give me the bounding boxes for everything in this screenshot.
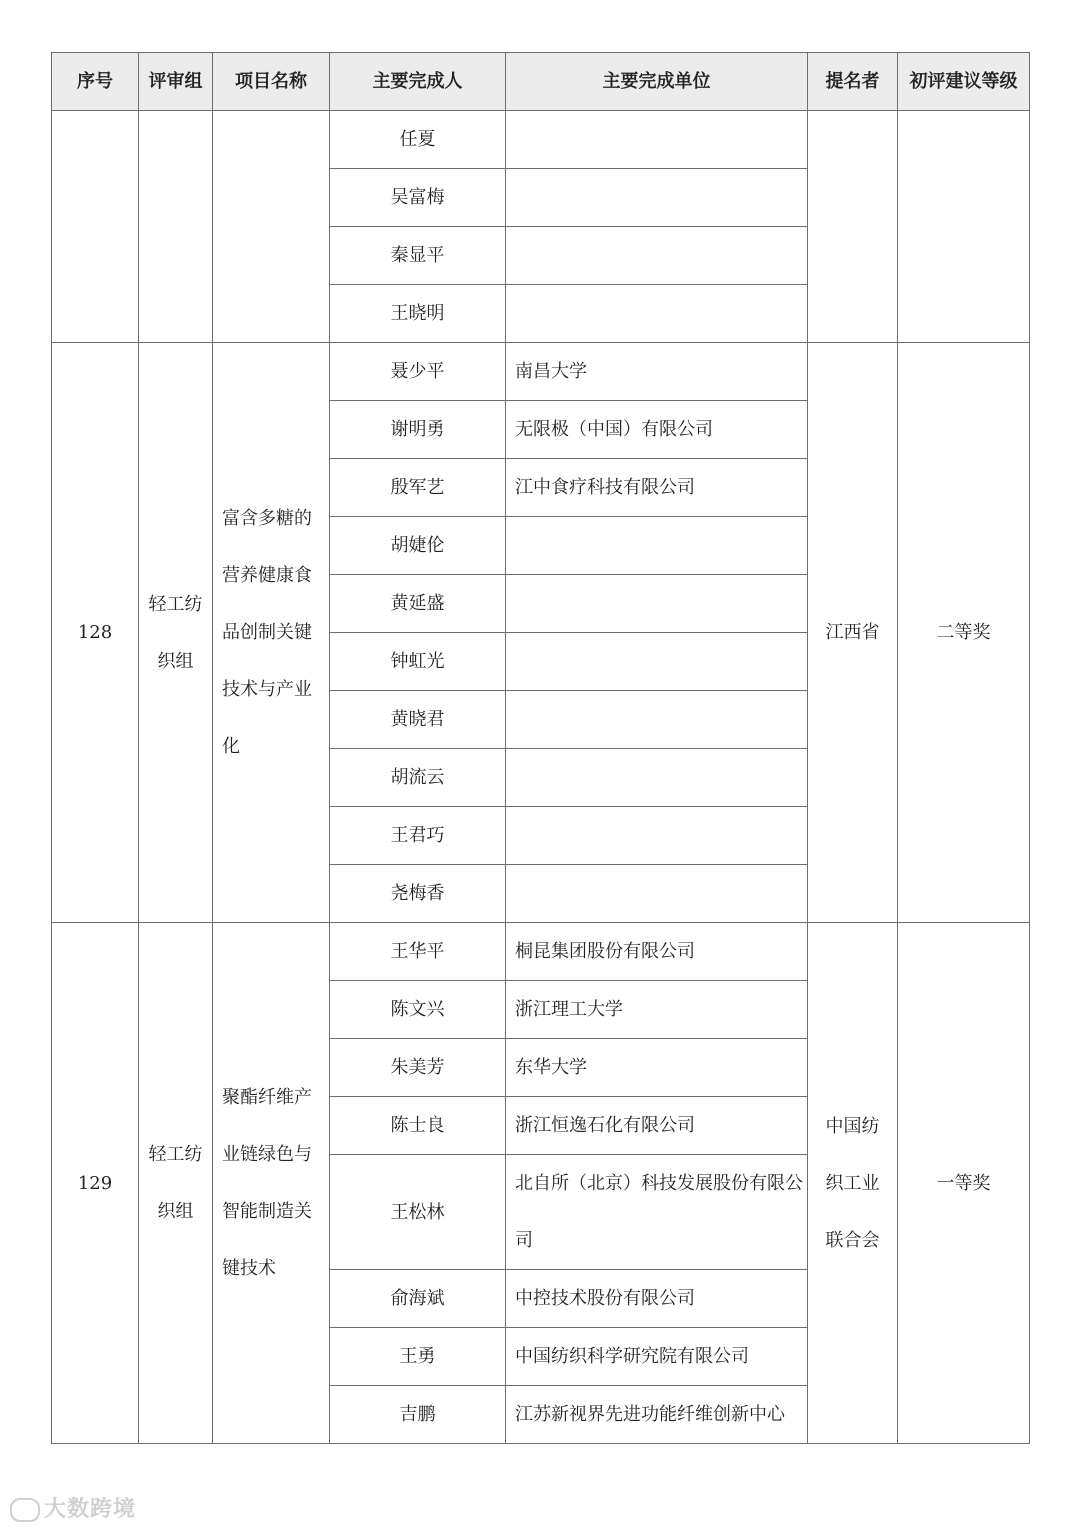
- project-line: 技术与产业: [222, 679, 312, 700]
- nominator-line: 中国纺: [825, 1115, 880, 1137]
- header-group: 评审组: [139, 53, 213, 111]
- seq-cell: 128: [52, 343, 139, 923]
- person-name: 聂少平: [330, 343, 506, 401]
- header-row: [52, 53, 1030, 111]
- person-org: [506, 807, 808, 865]
- person-name: 王晓明: [330, 285, 506, 343]
- chat-bubble-logo-icon: [10, 1498, 40, 1522]
- person-name: 胡流云: [330, 749, 506, 807]
- person-org: 中国纺织科学研究院有限公司: [506, 1328, 808, 1386]
- project-cell: [213, 923, 330, 1444]
- person-org: [506, 865, 808, 923]
- person-org: 江苏新视界先进功能纤维创新中心: [506, 1386, 808, 1444]
- person-org: [506, 227, 808, 285]
- nominator-cell: 江西省: [808, 343, 898, 923]
- project-cell: [213, 343, 330, 923]
- person-org-line: 司: [515, 1230, 533, 1251]
- person-name: 王君巧: [330, 807, 506, 865]
- person-org: 南昌大学: [506, 343, 808, 401]
- project-line: 营养健康食: [222, 565, 312, 586]
- person-name: 吉鹏: [330, 1386, 506, 1444]
- person-name: 王华平: [330, 923, 506, 981]
- nominator-cell: [808, 923, 898, 1444]
- nominator-cell: [808, 111, 898, 343]
- person-org: 浙江理工大学: [506, 981, 808, 1039]
- person-org: [506, 1155, 808, 1270]
- header-people: 主要完成人: [330, 53, 506, 111]
- person-org: [506, 111, 808, 169]
- grade-cell: 二等奖: [898, 343, 1030, 923]
- group-line: 织组: [157, 650, 194, 672]
- person-org: 江中食疗科技有限公司: [506, 459, 808, 517]
- person-name: 王勇: [330, 1328, 506, 1386]
- group-line: 轻工纺: [148, 1144, 203, 1165]
- project-line: 品创制关键: [222, 622, 312, 643]
- person-org: [506, 633, 808, 691]
- person-org: [506, 517, 808, 575]
- person-name: 钟虹光: [330, 633, 506, 691]
- person-org-line: 北自所（北京）科技发展股份有限公: [515, 1173, 803, 1194]
- project-cell: [213, 111, 330, 343]
- seq-cell: 129: [52, 923, 139, 1444]
- person-org: [506, 749, 808, 807]
- project-line: 富含多糖的: [222, 508, 312, 529]
- person-org: 中控技术股份有限公司: [506, 1270, 808, 1328]
- group-line: 织组: [157, 1201, 194, 1222]
- watermark: [10, 1492, 136, 1523]
- header-nominator: 提名者: [808, 53, 898, 111]
- person-name: 黄延盛: [330, 575, 506, 633]
- person-name: 俞海斌: [330, 1270, 506, 1328]
- person-name: 王松林: [330, 1155, 506, 1270]
- person-org: [506, 691, 808, 749]
- header-project: 项目名称: [213, 53, 330, 111]
- person-org: [506, 285, 808, 343]
- person-name: 陈士良: [330, 1097, 506, 1155]
- seq-cell: [52, 111, 139, 343]
- project-line: 键技术: [222, 1258, 276, 1279]
- header-seq: 序号: [52, 53, 139, 111]
- person-org: 无限极（中国）有限公司: [506, 401, 808, 459]
- group-cell: [139, 343, 213, 923]
- header-grade: 初评建议等级: [898, 53, 1030, 111]
- person-org: [506, 575, 808, 633]
- project-line: 智能制造关: [222, 1201, 312, 1222]
- nominator-line: 织工业: [825, 1172, 880, 1194]
- person-name: 秦显平: [330, 227, 506, 285]
- group-cell: [139, 923, 213, 1444]
- project-line: 业链绿色与: [222, 1144, 312, 1165]
- person-name: 殷军艺: [330, 459, 506, 517]
- person-name: 吴富梅: [330, 169, 506, 227]
- awards-table: [51, 52, 1030, 1444]
- person-org: [506, 169, 808, 227]
- person-name: 陈文兴: [330, 981, 506, 1039]
- table-row: [52, 343, 1030, 401]
- group-cell: [139, 111, 213, 343]
- person-name: 黄晓君: [330, 691, 506, 749]
- group-line: 轻工纺: [148, 593, 203, 615]
- grade-cell: 一等奖: [898, 923, 1030, 1444]
- person-name: 朱美芳: [330, 1039, 506, 1097]
- person-name: 胡婕伦: [330, 517, 506, 575]
- table-row: [52, 111, 1030, 169]
- table-row: [52, 923, 1030, 981]
- watermark-text: 大数跨境: [44, 1497, 137, 1522]
- nominator-line: 联合会: [825, 1229, 880, 1251]
- project-line: 化: [222, 736, 240, 757]
- person-name: 尧梅香: [330, 865, 506, 923]
- person-org: 桐昆集团股份有限公司: [506, 923, 808, 981]
- person-name: 谢明勇: [330, 401, 506, 459]
- grade-cell: [898, 111, 1030, 343]
- project-line: 聚酯纤维产: [222, 1087, 312, 1108]
- person-org: 东华大学: [506, 1039, 808, 1097]
- person-name: 任夏: [330, 111, 506, 169]
- person-org: 浙江恒逸石化有限公司: [506, 1097, 808, 1155]
- header-org: 主要完成单位: [506, 53, 808, 111]
